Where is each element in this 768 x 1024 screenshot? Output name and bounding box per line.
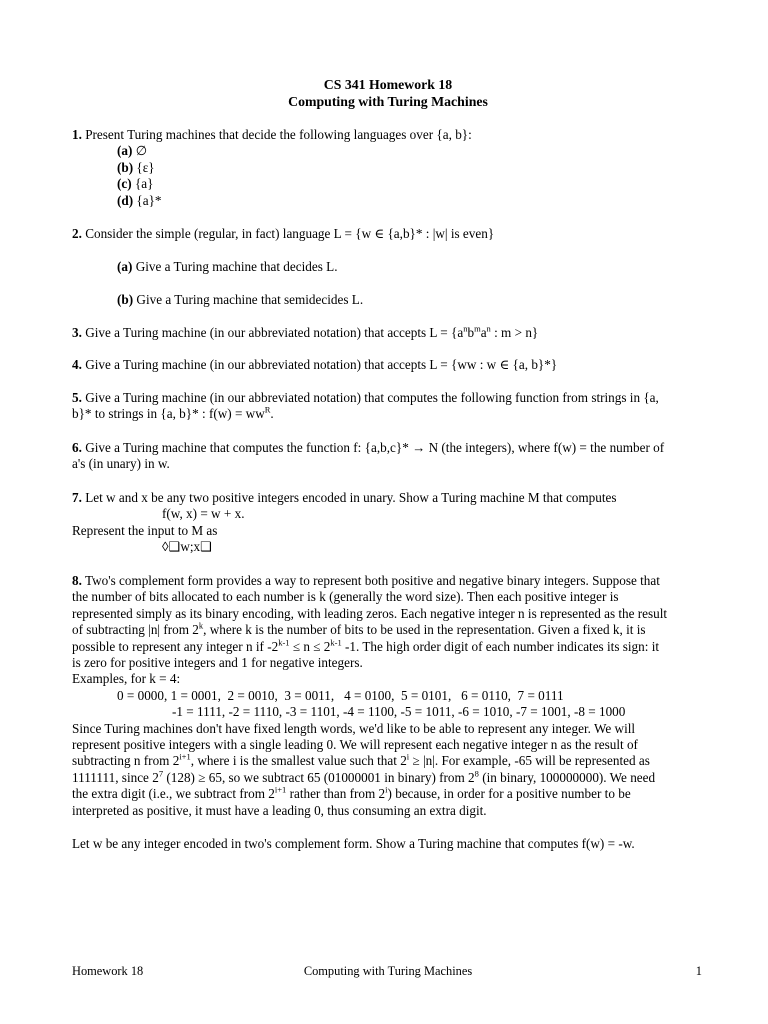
question-3: 3. Give a Turing machine (in our abbreviated notation) that accepts $L = \{a^nb^ma^n$ : m > n} xyxy=(72,323,539,340)
question-7: 7. Let w and x be any two positive integers encoded in unary. Show a Turing machine M that computes f(w, x) = w + x. Represent the input to M as ◊❑w;x❑ xyxy=(72,490,704,556)
question-2b: (b) Give a Turing machine that semidecides L. xyxy=(117,292,364,307)
list-item: (b) {ε} xyxy=(117,159,155,175)
document-page xyxy=(72,0,704,1024)
page-number: 1 xyxy=(695,964,702,978)
question-number: 2. xyxy=(72,226,82,241)
title-line-1: CS 341 Homework 18 xyxy=(323,77,453,92)
title-line-2: Computing with Turing Machines xyxy=(288,94,488,109)
question-2a: (a) Give a Turing machine that decides L. xyxy=(117,259,338,274)
question-2 xyxy=(72,226,704,242)
list-item: (c) {a} xyxy=(117,176,154,192)
examples-positive: 0 = 0000, 1 = 0001, 2 = 0010, 3 = 0011, 4 = 0100, 5 = 0101, 6 = 0110, 7 = 0111 xyxy=(117,687,564,703)
footer-left: Homework 18 xyxy=(72,964,144,978)
question-8-task: Let w be any integer encoded in two's complement form. Show a Turing machine that computes f(w) = -w. xyxy=(72,836,635,851)
question-number: 1. xyxy=(72,127,82,142)
examples-negative: -1 = 1111, -2 = 1110, -3 = 1101, -4 = 1100, -5 = 1011, -6 = 1010, -7 = 1001, -8 = 1000 xyxy=(172,704,626,720)
question-6: 6. Give a Turing machine that computes the function f: {a,b,c}* → N (the integers), where f(w) = the number of a's (in unary) in w. xyxy=(72,440,665,472)
question-text: Present Turing machines that decide the following languages over {a, b}: xyxy=(85,127,472,142)
question-8: 8. Two's complement form provides a way to represent both positive and negative binary integers. Suppose that the number of bits allocated to each number is k (generally the word size). Then each positive integer is represented simply as its binary encoding, with leading zeros. Each negative integer n is represented as the result of subtracting |n| from 2$^k$, where k is the number of bits to be used in the representation. Given a fixed k, it is possible to represent any integer n if $-2^{k-1} \le n \le 2^{k-1}$ -1. The high order digit of each number indicates its sign: it is zero for positive integers and 1 for negative integers. Examples, for k = 4: 0 = 0000, 1 = 0001, 2 = 0010, 3 = 0011, 4 = 0100, 5 = 0101, 6 = 0110, 7 = 0111 -1 = 1111, -2 = 1110, -3 = 1101, -4 = 1100, -5 = 1011, -6 = 1010, -7 = 1001, -8 = 1000 Since Turing machines don't have fixed length words, we'd like to be able to represent any integer. We will represent positive integers with a single leading 0. We will represent each negative integer n as the result of subtracting n from $2^{i+1}$, where i is the smallest value such that $2^i \ge |n|$. For example, -65 will be represented as 1111111, since $2^7$ (128) ≥ 65, so we subtract 65 (01000001 in binary) from $2^8$ (in binary, 100000000). We need the extra digit (i.e., we subtract from $2^{i+1}$ rather than from 2$^i$) because, in order for a positive number to be interpreted as positive, it must have a leading 0, thus consuming an extra digit. xyxy=(72,573,704,819)
question-4: 4. Give a Turing machine (in our abbreviated notation) that accepts L = {ww : w ∈ {a, b}*} xyxy=(72,357,558,372)
list-item: (d) {a}* xyxy=(117,192,162,208)
list-item: (a) ∅ xyxy=(117,143,148,159)
tape-input: ◊❑w;x❑ xyxy=(162,539,212,555)
question-text: Consider the simple (regular, in fact) language L = {w ∈ {a,b}* : |w| is even} xyxy=(85,226,495,241)
question-5: 5. Give a Turing machine (in our abbreviated notation) that computes the following function from strings in {a, b}* to strings in {a, b}* : $f(w) = ww^R$. xyxy=(72,390,659,422)
footer-center: Computing with Turing Machines xyxy=(303,964,473,978)
question-1 xyxy=(72,127,704,209)
formula: f(w, x) = w + x. xyxy=(162,506,245,522)
